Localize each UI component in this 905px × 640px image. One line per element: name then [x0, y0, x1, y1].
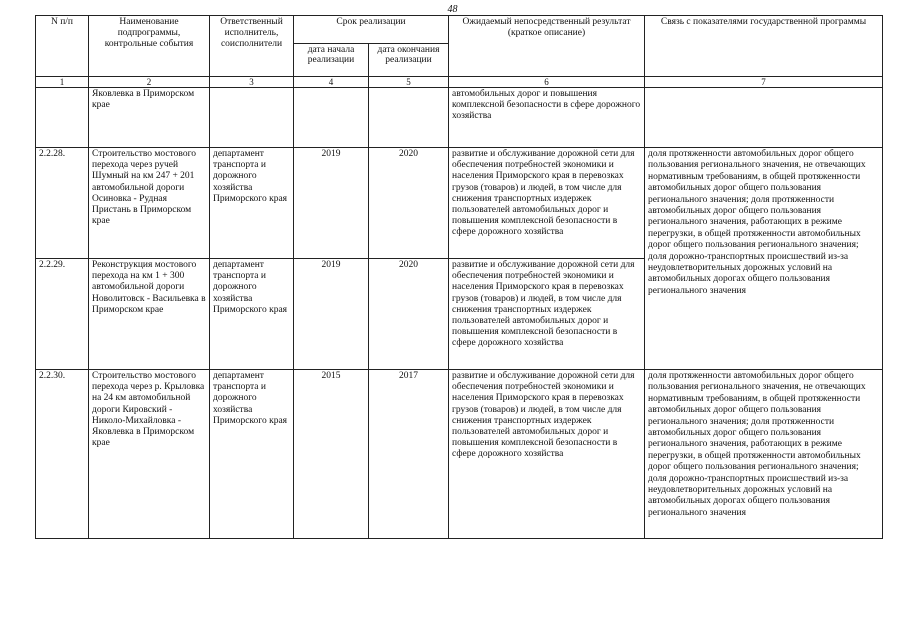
- header-link: Связь с показателями государственной программы: [645, 16, 883, 77]
- column-number: 3: [210, 77, 294, 88]
- column-number: 2: [89, 77, 210, 88]
- row-executor: [210, 88, 294, 148]
- row-link: доля протяженности автомобильных дорог общего пользования регионального значения, не отвечающих нормативным требованиям, в общей протяженности автомобильных дорог общего пользования регионального значения; доля протяженности автомобильных дорог общего пользования регионального значения, работающих в режиме перегрузки, в общей протяженности автомобильных дорог общего пользования регионального значения; доля дорожно-транспортных происшествий из-за неудовлетворительных дорожных условий на автомобильных дорогах общего пользования регионального значения: [645, 148, 883, 370]
- header-start-date: дата начала реализации: [294, 44, 369, 77]
- header-name: Наименование подпрограммы, контрольные события: [89, 16, 210, 77]
- table-row: [36, 370, 883, 539]
- row-end: 2020: [369, 148, 449, 259]
- row-result: развитие и обслуживание дорожной сети для обеспечения потребностей экономики и населения Приморского края в перевозках грузов (товаров) и людей, в том числе для снижения транспортных издержек пользователей автомобильных дорог и повышения комплексной безопасности в сфере дорожного хозяйства: [449, 370, 645, 539]
- row-link: доля протяженности автомобильных дорог общего пользования регионального значения, не отвечающих нормативным требованиям, в общей протяженности автомобильных дорог общего пользования регионального значения; доля протяженности автомобильных дорог общего пользования регионального значения, работающих в режиме перегрузки, в общей протяженности автомобильных дорог общего пользования регионального значения; доля дорожно-транспортных происшествий из-за неудовлетворительных дорожных условий на автомобильных дорогах общего пользования регионального значения: [645, 370, 883, 539]
- row-num: 2.2.29.: [36, 259, 89, 370]
- program-table: [35, 15, 883, 539]
- table-row: [36, 148, 883, 259]
- column-numbers-row: [36, 77, 883, 88]
- row-name: Реконструкция мостового перехода на км 1 + 300 автомобильной дороги Новолитовск - Васильевка в Приморском крае: [89, 259, 210, 370]
- row-num: [36, 88, 89, 148]
- table-header: [36, 16, 883, 88]
- row-end: 2017: [369, 370, 449, 539]
- row-end: [369, 88, 449, 148]
- table-row: [36, 88, 883, 148]
- row-link: [645, 88, 883, 148]
- row-result: развитие и обслуживание дорожной сети для обеспечения потребностей экономики и населения Приморского края в перевозках грузов (товаров) и людей, в том числе для снижения транспортных издержек пользователей автомобильных дорог и повышения комплексной безопасности в сфере дорожного хозяйства: [449, 259, 645, 370]
- column-number: 7: [645, 77, 883, 88]
- header-period: Срок реализации: [294, 16, 449, 44]
- column-number: 4: [294, 77, 369, 88]
- row-executor: департамент транспорта и дорожного хозяйства Приморского края: [210, 370, 294, 539]
- column-number: 6: [449, 77, 645, 88]
- row-start: 2015: [294, 370, 369, 539]
- row-result: автомобильных дорог и повышения комплексной безопасности в сфере дорожного хозяйства: [449, 88, 645, 148]
- row-start: [294, 88, 369, 148]
- row-name: Строительство мостового перехода через р. Крыловка на 24 км автомобильной дороги Кировский - Николо-Михайловка - Яковлевка в Приморском крае: [89, 370, 210, 539]
- row-result: развитие и обслуживание дорожной сети для обеспечения потребностей экономики и населения Приморского края в перевозках грузов (товаров) и людей, в том числе для снижения транспортных издержек пользователей автомобильных дорог и повышения комплексной безопасности в сфере дорожного хозяйства: [449, 148, 645, 259]
- row-start: 2019: [294, 148, 369, 259]
- row-start: 2019: [294, 259, 369, 370]
- column-number: 1: [36, 77, 89, 88]
- row-name: Строительство мостового перехода через ручей Шумный на км 247 + 201 автомобильной дороги Осиновка - Рудная Пристань в Приморском крае: [89, 148, 210, 259]
- row-executor: департамент транспорта и дорожного хозяйства Приморского края: [210, 148, 294, 259]
- header-num: N п/п: [36, 16, 89, 77]
- row-executor: департамент транспорта и дорожного хозяйства Приморского края: [210, 259, 294, 370]
- header-executor: Ответственный исполнитель, соисполнители: [210, 16, 294, 77]
- row-end: 2020: [369, 259, 449, 370]
- column-number: 5: [369, 77, 449, 88]
- row-num: 2.2.30.: [36, 370, 89, 539]
- row-num: 2.2.28.: [36, 148, 89, 259]
- header-end-date: дата окончания реализации: [369, 44, 449, 77]
- header-result: Ожидаемый непосредственный результат (краткое описание): [449, 16, 645, 77]
- page-number: 48: [447, 4, 458, 15]
- row-name: Яковлевка в Приморском крае: [89, 88, 210, 148]
